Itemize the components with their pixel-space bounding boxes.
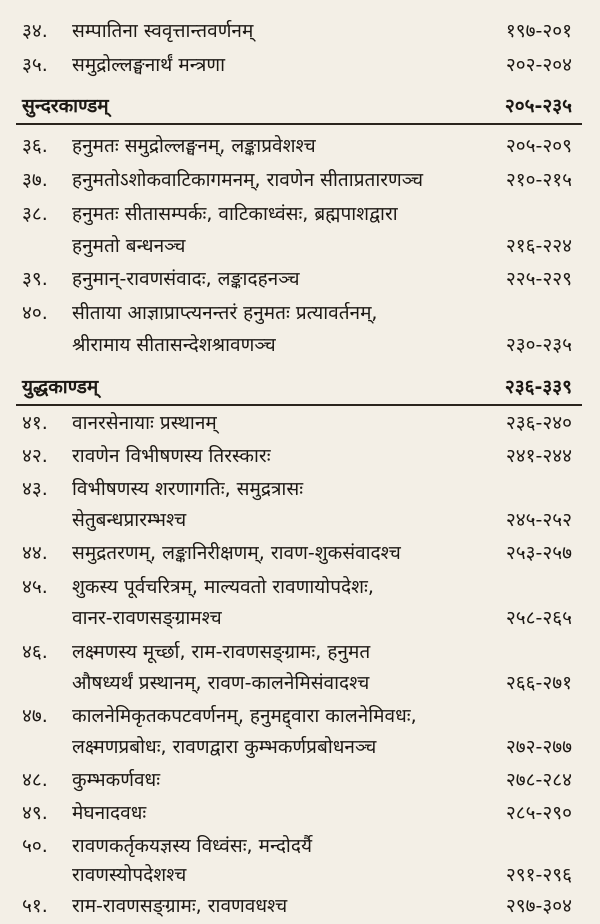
entry-pages: १९७-२०१ [505,20,572,42]
entry-title: हनुमतः सीतासम्पर्कः, वाटिकाध्वंसः, ब्रह्मपाशद्वारा [72,203,398,225]
entry-number: ५१. [22,895,48,917]
entry-title: वानरसेनायाः प्रस्थानम् [72,412,217,434]
entry-title: शुकस्य पूर्वचरित्रम्, माल्यवतो रावणायोपदेशः, [72,576,374,598]
entry-title: समुद्रोल्लङ्घनार्थं मन्त्रणा [72,54,226,76]
entry-pages: २८५-२९० [505,802,572,824]
entry-pages: २५८-२६५ [505,607,572,629]
entry-pages: २४१-२४४ [505,445,572,467]
entry-pages: २१६-२२४ [505,235,572,257]
entry-number: ४४. [22,542,48,564]
entry-title: कुम्भकर्णवधः [72,769,161,791]
entry-pages: २१०-२१५ [505,169,572,191]
section-title: युद्धकाण्डम् [22,376,99,398]
section-pages: २०५-२३५ [504,95,572,117]
entry-title: कालनेमिकृतकपटवर्णनम्, हनुमद्द्वारा कालनेमिवधः, [72,705,417,727]
entry-number: ४७. [22,705,48,727]
entry-number: ४०. [22,302,48,324]
entry-pages: २३६-२४० [505,412,572,434]
entry-title: मेघनादवधः [72,802,147,824]
entry-number: ४८. [22,769,48,791]
section-divider [16,123,582,125]
entry-number: ४२. [22,445,48,467]
entry-title-continued: रावणस्योपदेशश्च [72,864,187,886]
entry-pages: २६६-२७१ [505,672,572,694]
entry-title-continued: हनुमतो बन्धनञ्च [72,235,186,257]
entry-number: ४५. [22,576,48,598]
entry-title-continued: वानर-रावणसङ्ग्रामश्च [72,607,222,629]
entry-title: राम-रावणसङ्ग्रामः, रावणवधश्च [72,895,288,917]
section-title: सुन्दरकाण्डम् [22,95,109,117]
entry-pages: २७८-२८४ [505,769,572,791]
entry-title: हनुमान्-रावणसंवादः, लङ्कादहनञ्च [72,268,300,290]
entry-title-continued: श्रीरामाय सीतासन्देशश्रावणञ्च [72,334,276,356]
entry-title: सम्पातिना स्ववृत्तान्तवर्णनम् [72,20,254,42]
entry-title-continued: सेतुबन्धप्रारम्भश्च [72,509,187,531]
entry-title: रावणेन विभीषणस्य तिरस्कारः [72,445,271,467]
entry-title: हनुमतः समुद्रोल्लङ्घनम्, लङ्काप्रवेशश्च [72,135,316,157]
entry-number: ४९. [22,802,48,824]
entry-pages: २९१-२९६ [505,864,572,886]
entry-title: विभीषणस्य शरणागतिः, समुद्रत्रासः [72,478,304,500]
entry-title-continued: लक्ष्मणप्रबोधः, रावणद्वारा कुम्भकर्णप्रबोधनञ्च [72,736,377,758]
entry-number: ३४. [22,20,48,42]
entry-pages: २०२-२०४ [505,54,572,76]
entry-title: समुद्रतरणम्, लङ्कानिरीक्षणम्, रावण-शुकसंवादश्च [72,542,401,564]
entry-pages: २५३-२५७ [505,542,572,564]
entry-title: सीताया आज्ञाप्राप्त्यनन्तरं हनुमतः प्रत्यावर्तनम्, [72,302,378,324]
entry-title: लक्ष्मणस्य मूर्च्छा, राम-रावणसङ्ग्रामः, हनुमत [72,641,371,663]
entry-number: ४३. [22,478,48,500]
section-divider [16,404,582,406]
entry-pages: २२५-२२९ [505,268,572,290]
entry-number: ५०. [22,835,48,857]
entry-number: ३९. [22,268,48,290]
entry-number: ३५. [22,54,48,76]
entry-title-continued: औषध्यर्थं प्रस्थानम्, रावण-कालनेमिसंवादश्च [72,672,370,694]
entry-pages: २३०-२३५ [505,334,572,356]
entry-pages: २०५-२०९ [505,135,572,157]
entry-number: ३८. [22,203,48,225]
entry-title: रावणकर्तृकयज्ञस्य विध्वंसः, मन्दोदर्यै [72,835,312,857]
entry-number: ३६. [22,135,48,157]
entry-pages: २९७-३०४ [505,895,572,917]
entry-pages: २७२-२७७ [505,736,572,758]
entry-number: ४६. [22,641,48,663]
entry-title: हनुमतोऽशोकवाटिकागमनम्, रावणेन सीताप्रतारणञ्च [72,169,424,191]
entry-number: ४१. [22,412,48,434]
section-pages: २३६-३३९ [504,376,572,398]
entry-number: ३७. [22,169,48,191]
entry-pages: २४५-२५२ [505,509,572,531]
